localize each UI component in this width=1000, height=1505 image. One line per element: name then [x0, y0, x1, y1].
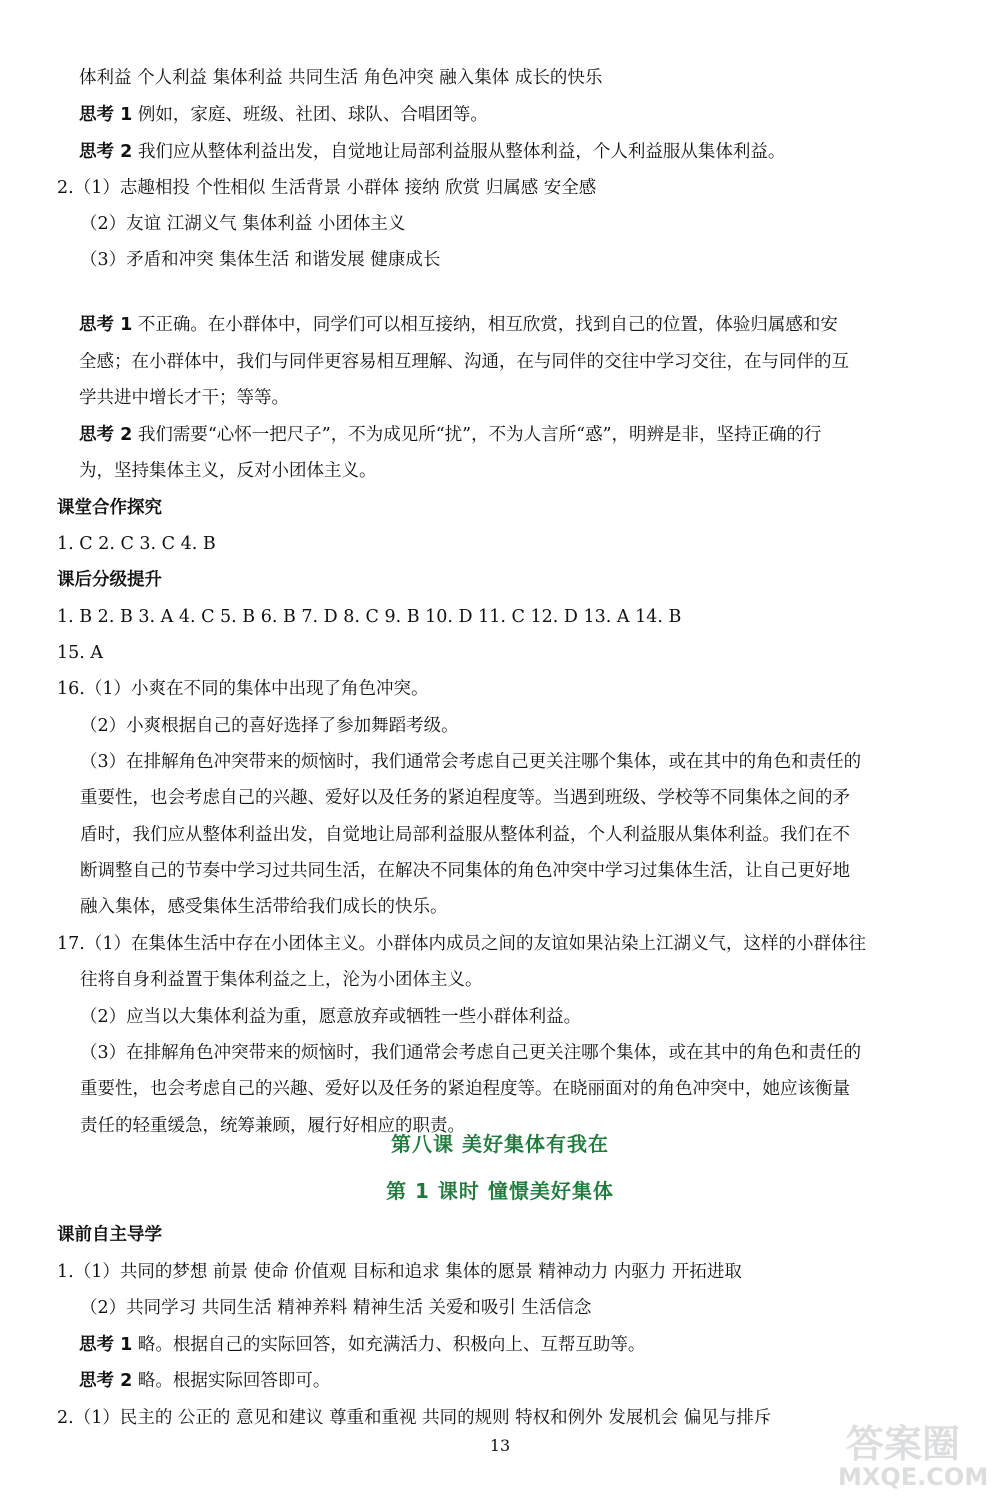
line-text: 盾时，我们应从整体利益出发，自觉地让局部利益服从整体利益，个人利益服从集体利益。我们在不: [80, 825, 850, 845]
line-text: 课后分级提升: [57, 570, 162, 590]
line-text: 责任的轻重缓急，统筹兼顾，履行好相应的职责。: [80, 1116, 465, 1136]
think-label: 思考 1: [79, 315, 133, 335]
line-text: 断调整自己的节奏中学习过共同生活，在解决不同集体的角色冲突中学习过集体生活，让自己更好地: [80, 861, 850, 881]
text-line: [57, 605, 681, 629]
line-text: 1.（1）共同的梦想 前景 使命 价值观 目标和追求 集体的愿景 精神动力 内驱力 开拓进取: [57, 1262, 742, 1282]
section-label: [57, 1223, 162, 1247]
text-line: [79, 386, 289, 410]
line-text: 我们需要“心怀一把尺子”，不为成见所“扰”，不为人言所“惑”，明辨是非，坚持正确的行: [132, 425, 822, 445]
line-text: （3）矛盾和冲突 集体生活 和谐发展 健康成长: [80, 250, 441, 270]
line-text: 15. A: [57, 643, 104, 663]
line-text: （2）应当以大集体利益为重，愿意放弃或牺牲一些小群体利益。: [80, 1007, 582, 1027]
text-line: [80, 823, 850, 847]
text-line: [57, 532, 216, 556]
text-line: [57, 932, 866, 956]
text-line: [79, 140, 785, 164]
text-line: [79, 1369, 330, 1393]
line-text: （2）共同学习 共同生活 精神养料 精神生活 关爱和吸引 生活信念: [80, 1298, 592, 1318]
page-number: 13: [489, 1436, 511, 1455]
text-line: [57, 641, 103, 665]
line-text: 略。根据自己的实际回答，如充满活力、积极向上、互帮互助等。: [132, 1335, 646, 1355]
text-line: [80, 968, 483, 992]
text-line: [57, 677, 428, 701]
text-line: [79, 350, 849, 374]
think-label: 思考 1: [79, 105, 133, 125]
line-text: 全感；在小群体中，我们与同伴更容易相互理解、沟通，在与同伴的交往中学习交往，在与同伴的互: [79, 352, 849, 372]
line-text: 2.（1）民主的 公正的 意见和建议 尊重和重视 共同的规则 特权和例外 发展机会 偏见与排斥: [57, 1408, 772, 1428]
line-text: 我们应从整体利益出发，自觉地让局部利益服从整体利益，个人利益服从集体利益。: [132, 142, 786, 162]
line-text: 课堂合作探究: [57, 498, 162, 518]
think-label: 思考 2: [79, 425, 133, 445]
line-text: 17.（1）在集体生活中存在小团体主义。小群体内成员之间的友谊如果沾染上江湖义气，这样的小群体往: [57, 934, 866, 954]
text-line: [80, 1041, 861, 1065]
section-label: [57, 496, 162, 520]
line-text: （2）友谊 江湖义气 集体利益 小团体主义: [80, 214, 406, 234]
line-text: 学共进中增长才干；等等。: [79, 388, 289, 408]
lesson-title: 第八课 美好集体有我在: [391, 1132, 609, 1156]
think-label: 思考 2: [79, 1371, 133, 1391]
line-text: 1. B 2. B 3. A 4. C 5. B 6. B 7. D 8. C 9. B 10. D 11. C 12. D 13. A 14. B: [57, 607, 682, 627]
text-line: [80, 859, 850, 883]
lesson-subtitle: 第 1 课时 憧憬美好集体: [386, 1179, 614, 1203]
line-text: 1. C 2. C 3. C 4. B: [57, 534, 216, 554]
line-text: 课前自主导学: [57, 1225, 162, 1245]
watermark-top: 答案圈: [846, 1422, 961, 1466]
think-label: 思考 1: [79, 1335, 133, 1355]
text-line: [80, 786, 850, 810]
text-line: [57, 176, 596, 200]
line-text: 2.（1）志趣相投 个性相似 生活背景 小群体 接纳 欣赏 归属感 安全感: [57, 178, 597, 198]
line-text: 重要性，也会考虑自己的兴趣、爱好以及任务的紧迫程度等。在晓丽面对的角色冲突中，她应该衡量: [80, 1079, 850, 1099]
text-line: [79, 66, 602, 90]
line-text: 重要性，也会考虑自己的兴趣、爱好以及任务的紧迫程度等。当遇到班级、学校等不同集体之间的矛: [80, 788, 850, 808]
text-line: [80, 714, 459, 738]
text-line: [57, 1260, 742, 1284]
text-line: [80, 248, 440, 272]
text-line: [79, 423, 822, 447]
line-text: 融入集体，感受集体生活带给我们成长的快乐。: [80, 897, 448, 917]
line-text: （2）小爽根据自己的喜好选择了参加舞蹈考级。: [80, 716, 459, 736]
line-text: 不正确。在小群体中，同学们可以相互接纳，相互欣赏，找到自己的位置，体验归属感和安: [132, 315, 838, 335]
text-line: [80, 895, 448, 919]
line-text: 为，坚持集体主义，反对小团体主义。: [79, 461, 377, 481]
text-line: [79, 313, 838, 337]
text-line: [79, 1333, 645, 1357]
text-line: [80, 212, 405, 236]
think-label: 思考 2: [79, 142, 133, 162]
text-line: [57, 1406, 771, 1430]
line-text: 往将自身利益置于集体利益之上，沦为小团体主义。: [80, 970, 483, 990]
text-line: [80, 750, 861, 774]
watermark-logo: [828, 1407, 988, 1497]
text-line: [80, 1296, 591, 1320]
section-label: [57, 568, 162, 592]
line-text: 略。根据实际回答即可。: [132, 1371, 331, 1391]
text-line: [80, 1077, 850, 1101]
text-line: [79, 459, 377, 483]
line-text: 例如，家庭、班级、社团、球队、合唱团等。: [132, 105, 488, 125]
line-text: 16.（1）小爽在不同的集体中出现了角色冲突。: [57, 679, 429, 699]
watermark-bottom: MXQE.COM: [838, 1463, 989, 1491]
line-text: 体利益 个人利益 集体利益 共同生活 角色冲突 融入集体 成长的快乐: [79, 68, 603, 88]
line-text: （3）在排解角色冲突带来的烦恼时，我们通常会考虑自己更关注哪个集体，或在其中的角色和责任的: [80, 1043, 862, 1063]
text-line: [80, 1005, 581, 1029]
text-line: [79, 103, 488, 127]
line-text: （3）在排解角色冲突带来的烦恼时，我们通常会考虑自己更关注哪个集体，或在其中的角色和责任的: [80, 752, 862, 772]
